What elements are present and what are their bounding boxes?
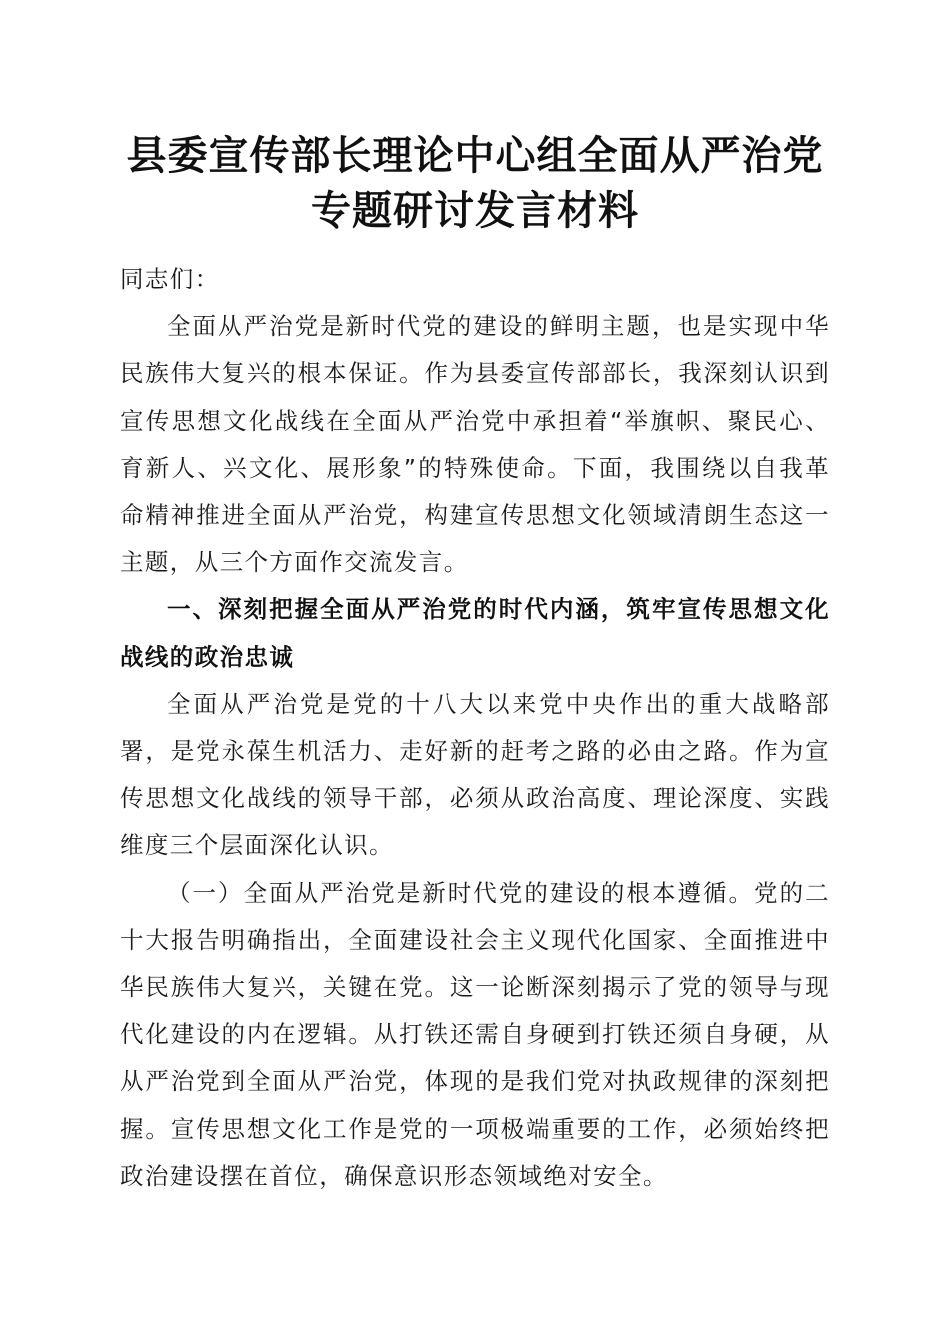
section-paragraph: 全面从严治党是党的十八大以来党中央作出的重大战略部署，是党永葆生机活力、走好新的赶考之路的必由之路。作为宣传思想文化战线的领导干部，必须从政治高度、理论深度、实践维度三个层面深化认识。 [120, 689, 830, 860]
section-heading: 一、深刻把握全面从严治党的时代内涵，筑牢宣传思想文化战线的政治忠诚 [120, 595, 830, 671]
greeting: 同志们： [120, 265, 220, 293]
subsection-paragraph: （一）全面从严治党是新时代党的建设的根本遵循。党的二十大报告明确指出，全面建设社会主义现代化国家、全面推进中华民族伟大复兴，关键在党。这一论断深刻揭示了党的领导与现代化建设的内在逻辑。从打铁还需自身硬到打铁还须自身硬，从从严治党到全面从严治党，体现的是我们党对执政规律的深刻把握。宣传思想文化工作是党的一项极端重要的工作，必须始终把政治建设摆在首位，确保意识形态领域绝对安全。 [120, 878, 830, 1190]
document-title: 县委宣传部长理论中心组全面从严治党专题研讨发言材料 [126, 132, 824, 234]
document-body [120, 256, 830, 1200]
intro-paragraph: 全面从严治党是新时代党的建设的鲜明主题，也是实现中华民族伟大复兴的根本保证。作为县委宣传部部长，我深刻认识到宣传思想文化战线在全面从严治党中承担着“举旗帜、聚民心、育新人、兴文化、展形象”的特殊使命。下面，我围绕以自我革命精神推进全面从严治党，构建宣传思想文化领域清朗生态这一主题，从三个方面作交流发言。 [120, 312, 830, 577]
